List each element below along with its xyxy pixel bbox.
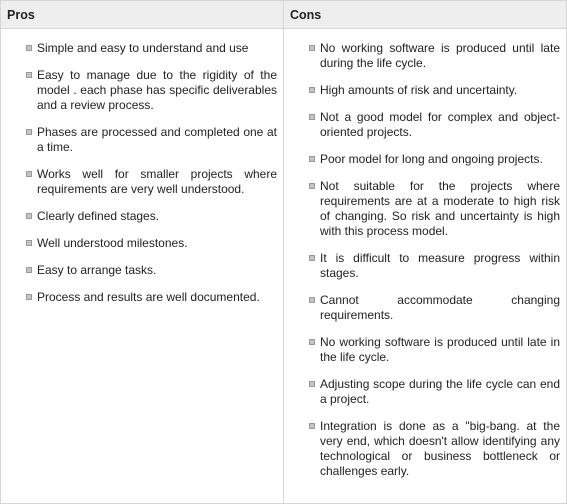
cons-list-item [284, 179, 560, 239]
cons-item-text: High amounts of risk and uncertainty. [320, 83, 518, 97]
pros-cell [1, 29, 284, 504]
cons-list-item [284, 335, 560, 365]
cons-item-text: No working software is produced until late during the life cycle. [320, 41, 560, 70]
header-row [1, 1, 567, 29]
cons-item-text: Integration is done as a "big-bang. at the very end, which doesn't allow identifying any technological or business bottleneck or challenges early. [320, 419, 560, 478]
pros-header: Pros [1, 1, 284, 29]
cons-item-text: No working software is produced until late in the life cycle. [320, 335, 560, 364]
content-row [1, 29, 567, 504]
square-bullet-icon [309, 45, 315, 51]
square-bullet-icon [26, 72, 32, 78]
cons-list [284, 41, 560, 479]
cons-list-item [284, 110, 560, 140]
cons-list-item [284, 152, 560, 167]
pros-list-item [1, 209, 277, 224]
pros-item-text: Easy to arrange tasks. [37, 263, 157, 277]
pros-list-item [1, 236, 277, 251]
cons-list-item [284, 41, 560, 71]
pros-item-text: Clearly defined stages. [37, 209, 160, 223]
square-bullet-icon [309, 381, 315, 387]
cons-list-item [284, 293, 560, 323]
pros-list-item [1, 290, 277, 305]
cons-item-text: Not a good model for complex and object-oriented projects. [320, 110, 560, 139]
pros-item-text: Easy to manage due to the rigidity of the model . each phase has specific deliverables and a review process. [37, 68, 277, 112]
square-bullet-icon [309, 114, 315, 120]
cons-item-text: It is difficult to measure progress within stages. [320, 251, 560, 280]
square-bullet-icon [309, 255, 315, 261]
pros-item-text: Well understood milestones. [37, 236, 188, 250]
pros-list-item [1, 41, 277, 56]
pros-list-item [1, 263, 277, 278]
cons-list-item [284, 251, 560, 281]
square-bullet-icon [309, 297, 315, 303]
square-bullet-icon [26, 294, 32, 300]
cons-header: Cons [284, 1, 567, 29]
cons-item-text: Poor model for long and ongoing projects. [320, 152, 543, 166]
square-bullet-icon [309, 156, 315, 162]
cons-list-item [284, 419, 560, 479]
square-bullet-icon [309, 339, 315, 345]
cons-item-text: Cannot accommodate changing requirements. [320, 293, 560, 322]
pros-item-text: Works well for smaller projects where requirements are very well understood. [37, 167, 277, 196]
square-bullet-icon [26, 240, 32, 246]
square-bullet-icon [26, 213, 32, 219]
square-bullet-icon [309, 183, 315, 189]
pros-list-item [1, 68, 277, 113]
square-bullet-icon [26, 129, 32, 135]
square-bullet-icon [309, 423, 315, 429]
cons-cell [284, 29, 567, 504]
square-bullet-icon [309, 87, 315, 93]
cons-list-item [284, 83, 560, 98]
pros-list-item [1, 125, 277, 155]
cons-list-item [284, 377, 560, 407]
cons-item-text: Adjusting scope during the life cycle can end a project. [320, 377, 560, 406]
pros-item-text: Simple and easy to understand and use [37, 41, 249, 55]
pros-list [1, 41, 277, 305]
cons-item-text: Not suitable for the projects where requirements are at a moderate to high risk of changing. So risk and uncertainty is high with this process model. [320, 179, 560, 238]
square-bullet-icon [26, 267, 32, 273]
square-bullet-icon [26, 45, 32, 51]
square-bullet-icon [26, 171, 32, 177]
pros-item-text: Process and results are well documented. [37, 290, 260, 304]
pros-list-item [1, 167, 277, 197]
pros-item-text: Phases are processed and completed one at a time. [37, 125, 277, 154]
